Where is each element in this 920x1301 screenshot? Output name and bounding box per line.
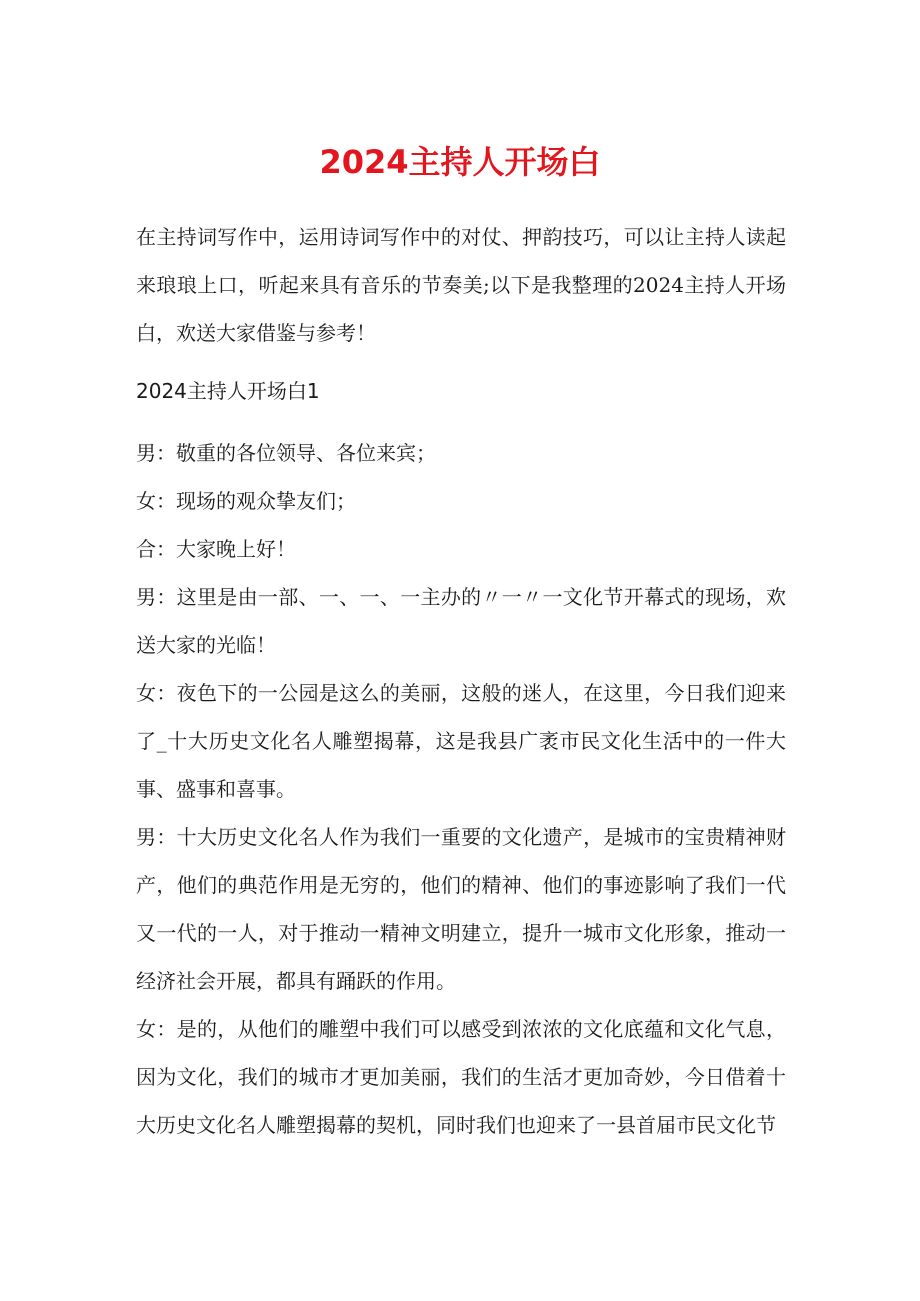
intro-paragraph: 在主持词写作中，运用诗词写作中的对仗、押韵技巧，可以让主持人读起来琅琅上口，听起来具有音乐的节奏美;以下是我整理的2024主持人开场白，欢送大家借鉴与参考！ [136,225,786,345]
dialogue-line: 合：大家晚上好！ [136,537,296,561]
dialogue-lines [136,429,786,1149]
dialogue-line: 女：现场的观众挚友们； [136,489,356,513]
dialogue-line: 男：敬重的各位领导、各位来宾； [136,441,436,465]
dialogue-line: 男：十大历史文化名人作为我们一重要的文化遗产，是城市的宝贵精神财产，他们的典范作用是无穷的，他们的精神、他们的事迹影响了我们一代又一代的一人，对于推动一精神文明建立，提升一城市文化形象，推动一经济社会开展，都具有踊跃的作用。 [136,825,786,993]
section-heading: 2024主持人开场白1 [136,379,320,403]
dialogue-line: 女：夜色下的一公园是这么的美丽，这般的迷人，在这里，今日我们迎来了_十大历史文化名人雕塑揭幕，这是我县广袤市民文化生活中的一件大事、盛事和喜事。 [136,681,786,801]
dialogue-line: 女：是的，从他们的雕塑中我们可以感受到浓浓的文化底蕴和文化气息，因为文化，我们的城市才更加美丽，我们的生活才更加奇妙，今日借着十大历史文化名人雕塑揭幕的契机，同时我们也迎来了一县首届市民文化节 [136,1017,786,1137]
document-title: 2024主持人开场白 [319,143,601,181]
dialogue-line: 男：这里是由一部、一、一、一主办的〃一〃一文化节开幕式的现场，欢送大家的光临！ [136,585,786,657]
